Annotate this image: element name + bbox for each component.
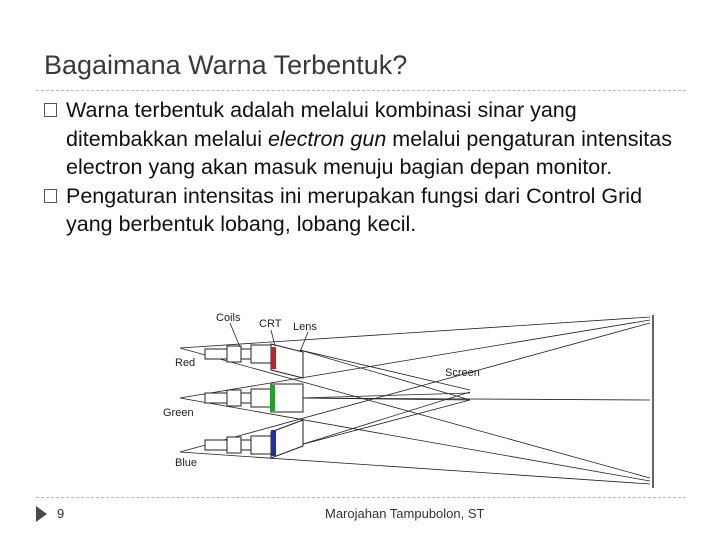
- green-grid-marker: [270, 385, 275, 411]
- footer-divider: [36, 497, 686, 498]
- bullet-text: melalui pengaturan intensitas electron yang akan masuk menuju bagian depan monitor.: [66, 126, 672, 179]
- electron-gun-red: [205, 344, 303, 378]
- lens-label: Lens: [293, 321, 317, 333]
- coils-label: Coils: [216, 312, 241, 324]
- page-number: 9: [57, 506, 65, 521]
- bullet-text-italic: electron gun: [267, 126, 387, 151]
- electron-gun-green: [205, 384, 303, 412]
- blue-label: Blue: [175, 457, 198, 469]
- green-label: Green: [163, 407, 194, 419]
- red-label: Red: [175, 357, 196, 369]
- bullet-text: Pengaturan intensitas ini merupakan fungsi dari Control Grid yang berbentuk lobang, lobang kecil.: [66, 183, 643, 236]
- red-grid-marker: [271, 347, 276, 369]
- blue-grid-marker: [271, 430, 276, 456]
- bullet-text: Warna terbentuk adalah melalui kombinasi sinar yang ditembakkan melalui: [66, 98, 577, 151]
- play-arrow-icon: [36, 506, 47, 522]
- crt-label: CRT: [259, 318, 282, 330]
- footer-author: Marojahan Tampubolon, ST: [325, 506, 485, 521]
- screen-label: Screen: [445, 367, 480, 379]
- electron-gun-blue: [205, 420, 303, 458]
- slide-title: Bagaimana Warna Terbentuk?: [44, 50, 408, 80]
